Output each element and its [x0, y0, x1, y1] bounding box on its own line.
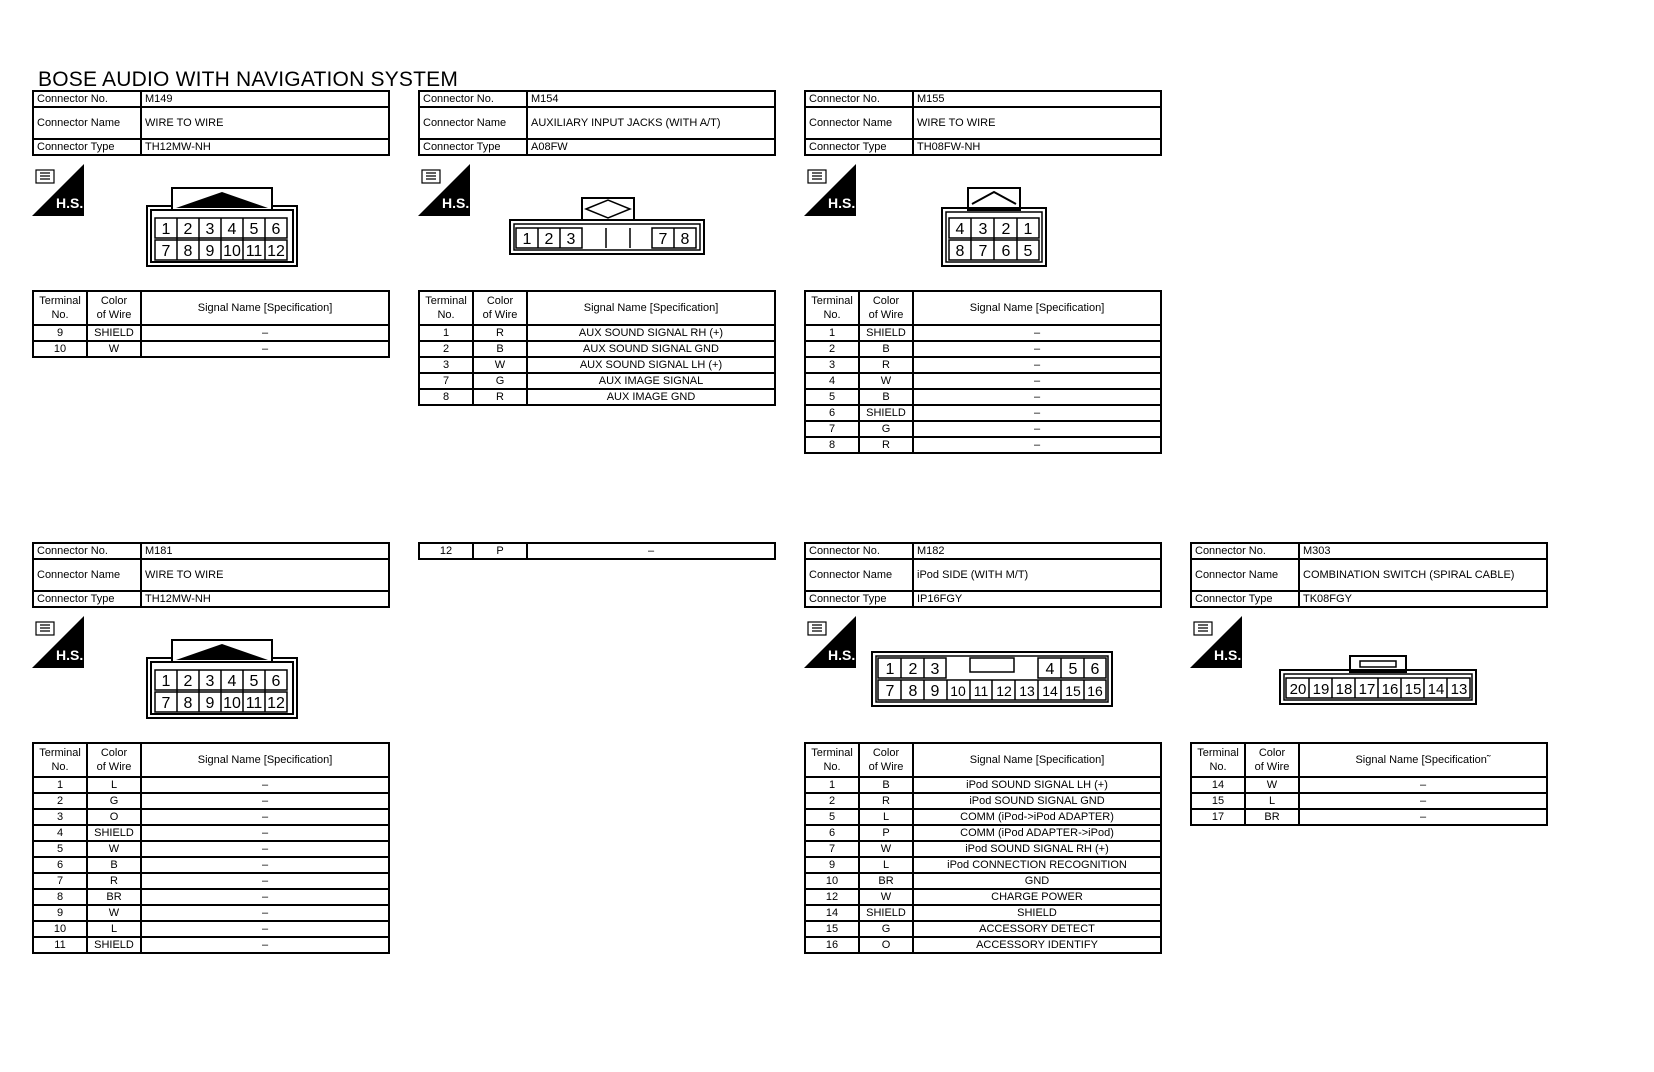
pin-label: 2: [183, 221, 193, 238]
harness-side-badge: [32, 164, 84, 216]
table-row: 16 O ACCESSORY IDENTIFY: [805, 937, 1161, 953]
terminal-table-m154: Terminal No. Color of Wire Signal Name [Specification] 1 R AUX SOUND SIGNAL RH (+) 2 B AUX SOUND SIGNAL GND 3 W AUX SOUND SIGNAL LH (+) 7 G AUX IMAGE SIGNAL 8 R AUX IMAGE GND: [418, 290, 776, 406]
pin-label: 3: [930, 661, 940, 678]
connector-icon: [36, 170, 54, 183]
connector-no-value: M181: [141, 543, 389, 559]
connector-icon: [422, 170, 440, 183]
table-row: 10 W –: [33, 341, 389, 357]
table-row: 8 R –: [805, 437, 1161, 453]
harness-side-badge: [804, 616, 856, 668]
connector-face-m303: [1278, 654, 1480, 708]
table-row: 1 R AUX SOUND SIGNAL RH (+): [419, 325, 775, 341]
pin-label: 3: [205, 221, 215, 238]
connector-type-value: TH12MW-NH: [141, 591, 389, 607]
table-row: 10 L –: [33, 921, 389, 937]
connector-name-value: COMBINATION SWITCH (SPIRAL CABLE): [1299, 559, 1547, 591]
table-row: 3 R –: [805, 357, 1161, 373]
connector-face-m149: [146, 186, 300, 270]
table-row: 1 L –: [33, 777, 389, 793]
table-row: 8 BR –: [33, 889, 389, 905]
connector-block-m154: [418, 90, 776, 156]
terminal-table-m181-continued: [418, 542, 776, 560]
pin-label: 4: [1045, 661, 1055, 678]
pin-label: 16: [1087, 683, 1103, 699]
harness-side-badge: [804, 164, 856, 216]
pin-label: 13: [1450, 681, 1468, 698]
pin-label: 11: [973, 683, 989, 699]
table-row: 2 R iPod SOUND SIGNAL GND: [805, 793, 1161, 809]
pin-label: 8: [183, 243, 193, 260]
connector-info-table: Connector No. M181 Connector Name WIRE TO WIRE Connector Type TH12MW-NH: [32, 542, 390, 608]
table-row: 2 B AUX SOUND SIGNAL GND: [419, 341, 775, 357]
table-row: 4 SHIELD –: [33, 825, 389, 841]
pin-label: 8: [955, 243, 965, 260]
pin-label: 11: [245, 695, 263, 712]
hs-label: H.S.: [56, 195, 84, 211]
pin-label: 1: [161, 221, 171, 238]
table-row: 15 L –: [1191, 793, 1547, 809]
svg-text:H.S.: H.S.: [828, 195, 856, 211]
pin-label: 6: [271, 221, 281, 238]
connector-face-m181: [146, 638, 300, 722]
pin-label: 2: [183, 673, 193, 690]
connector-name-value: WIRE TO WIRE: [141, 107, 389, 139]
table-row: 9 SHIELD –: [33, 325, 389, 341]
locking-tab: [970, 658, 1014, 672]
pin-label: 19: [1312, 681, 1330, 698]
connector-no-value: M149: [141, 91, 389, 107]
table-row: 15 G ACCESSORY DETECT: [805, 921, 1161, 937]
pin-label: 7: [885, 683, 895, 700]
connector-info-table: Connector No. M182 Connector Name iPod SIDE (WITH M/T) Connector Type IP16FGY: [804, 542, 1162, 608]
table-row: 6 B –: [33, 857, 389, 873]
pin-label: 10: [223, 695, 241, 712]
connector-info-table: Connector No. M303 Connector Name COMBINATION SWITCH (SPIRAL CABLE) Connector Type TK08FGY: [1190, 542, 1548, 608]
pin-label: 15: [1404, 681, 1422, 698]
connector-no-value: M155: [913, 91, 1161, 107]
connector-icon: [808, 170, 826, 183]
connector-block-m303: [1190, 542, 1548, 608]
table-row: 2 G –: [33, 793, 389, 809]
pin-label: 2: [544, 231, 554, 248]
connector-type-value: IP16FGY: [913, 591, 1161, 607]
pin-label: 9: [205, 695, 215, 712]
terminal-table-m182: Terminal No. Color of Wire Signal Name [Specification] 1 B iPod SOUND SIGNAL LH (+) 2 R iPod SOUND SIGNAL GND 5 L COMM (iPod->iPod ADAPTER) 6 P COMM (iPod ADAPTER->iPod) 7 W iPod SOUND SIGNAL RH (+) 9 L iPod CONNECTION RECOGNITION 10 BR GND 12 W CHARGE POWER 14 SHIELD SHIELD 15 G ACCESSORY DETECT 16 O ACCESSORY IDENTIFY: [804, 742, 1162, 954]
svg-text:H.S.: H.S.: [828, 647, 856, 663]
pin-label: 8: [680, 231, 690, 248]
pin-label: 14: [1042, 683, 1058, 699]
pin-label: 4: [227, 221, 237, 238]
terminal-table-m181: Terminal No. Color of Wire Signal Name [Specification] 1 L – 2 G – 3 O – 4 SHIELD – 5 W – 6 B – 7 R – 8 BR – 9 W – 10 L – 11 SHIELD –: [32, 742, 390, 954]
pin-label: 3: [205, 673, 215, 690]
pin-label: 6: [1090, 661, 1100, 678]
pin-label: 3: [566, 231, 576, 248]
connector-no-value: M182: [913, 543, 1161, 559]
pin-label: 7: [978, 243, 988, 260]
connector-info-table: Connector No. M154 Connector Name AUXILIARY INPUT JACKS (WITH A/T) Connector Type A08FW: [418, 90, 776, 156]
connector-type-value: TH12MW-NH: [141, 139, 389, 155]
connector-type-value: TK08FGY: [1299, 591, 1547, 607]
pin-label: 1: [885, 661, 895, 678]
connector-no-value: M303: [1299, 543, 1547, 559]
connector-info-table: Connector No. M155 Connector Name WIRE TO WIRE Connector Type TH08FW-NH: [804, 90, 1162, 156]
table-row: 5 B –: [805, 389, 1161, 405]
pin-label: 5: [249, 673, 259, 690]
pin-label: 3: [978, 221, 988, 238]
pin-label: 10: [223, 243, 241, 260]
connector-block-m149: [32, 90, 390, 156]
connector-name-value: iPod SIDE (WITH M/T): [913, 559, 1161, 591]
pin-label: 9: [930, 683, 940, 700]
table-row: 3 W AUX SOUND SIGNAL LH (+): [419, 357, 775, 373]
svg-text:H.S.: H.S.: [442, 195, 470, 211]
table-row: 8 R AUX IMAGE GND: [419, 389, 775, 405]
table-row: 14 W –: [1191, 777, 1547, 793]
pin-label: 20: [1289, 681, 1307, 698]
page-title: BOSE AUDIO WITH NAVIGATION SYSTEM: [38, 68, 459, 91]
connector-block-m182: [804, 542, 1162, 608]
pin-label: 9: [205, 243, 215, 260]
pin-label: 1: [522, 231, 532, 248]
terminal-table-m149: [32, 290, 390, 358]
harness-side-badge: [1190, 616, 1242, 668]
table-row: 1 SHIELD –: [805, 325, 1161, 341]
table-row: 9 W –: [33, 905, 389, 921]
table-row: 2 B –: [805, 341, 1161, 357]
connector-no-value: M154: [527, 91, 775, 107]
table-row: 4 W –: [805, 373, 1161, 389]
table-row: 7 R –: [33, 873, 389, 889]
connector-name-label: Connector Name: [33, 107, 141, 139]
harness-side-badge: [418, 164, 470, 216]
pin-label: 5: [1023, 243, 1033, 260]
connector-face-m155: [940, 186, 1050, 270]
table-row: 6 P COMM (iPod ADAPTER->iPod): [805, 825, 1161, 841]
table-row: 5 W –: [33, 841, 389, 857]
connector-type-label: Connector Type: [33, 139, 141, 155]
pin-label: 2: [1001, 221, 1011, 238]
connector-name-value: AUXILIARY INPUT JACKS (WITH A/T): [527, 107, 775, 139]
pin-label: 5: [1068, 661, 1078, 678]
table-row: 12 P –: [419, 543, 775, 559]
connector-name-value: WIRE TO WIRE: [141, 559, 389, 591]
pin-label: 16: [1381, 681, 1399, 698]
pin-label: 4: [227, 673, 237, 690]
pin-label: 2: [908, 661, 918, 678]
pin-label: 8: [183, 695, 193, 712]
pin-label: 8: [908, 683, 918, 700]
color-header: Color of Wire: [87, 291, 141, 325]
pin-label: 14: [1427, 681, 1445, 698]
pin-label: 4: [955, 221, 965, 238]
pin-label: 15: [1065, 683, 1081, 699]
connector-icon: [36, 622, 54, 635]
connector-block-m181: [32, 542, 390, 608]
pin-label: 6: [1001, 243, 1011, 260]
connector-type-value: TH08FW-NH: [913, 139, 1161, 155]
pin-label: 18: [1335, 681, 1353, 698]
connector-face-m182: [870, 650, 1116, 710]
pin-label: 17: [1358, 681, 1376, 698]
table-row: 9 L iPod CONNECTION RECOGNITION: [805, 857, 1161, 873]
connector-icon: [1194, 622, 1212, 635]
connector-type-value: A08FW: [527, 139, 775, 155]
table-row: 7 G –: [805, 421, 1161, 437]
pin-label: 1: [161, 673, 171, 690]
connector-icon: [808, 622, 826, 635]
connector-name-value: WIRE TO WIRE: [913, 107, 1161, 139]
table-row: 7 G AUX IMAGE SIGNAL: [419, 373, 775, 389]
harness-side-badge: [32, 616, 84, 668]
signal-header: Signal Name [Specification]: [141, 291, 389, 325]
pin-label: 12: [267, 695, 285, 712]
connector-block-m155: [804, 90, 1162, 156]
pin-label: 7: [658, 231, 668, 248]
pin-label: 7: [161, 695, 171, 712]
pin-label: 6: [271, 673, 281, 690]
connector-info-table: [32, 90, 390, 156]
table-row: 14 SHIELD SHIELD: [805, 905, 1161, 921]
table-row: 5 L COMM (iPod->iPod ADAPTER): [805, 809, 1161, 825]
table-row: 10 BR GND: [805, 873, 1161, 889]
svg-text:H.S.: H.S.: [56, 647, 84, 663]
pin-label: 11: [245, 243, 263, 260]
table-row: 7 W iPod SOUND SIGNAL RH (+): [805, 841, 1161, 857]
terminal-header: Terminal No.: [33, 291, 87, 325]
table-row: 12 W CHARGE POWER: [805, 889, 1161, 905]
svg-text:H.S.: H.S.: [1214, 647, 1242, 663]
pin-label: 5: [249, 221, 259, 238]
table-row: 17 BR –: [1191, 809, 1547, 825]
pin-label: 13: [1019, 683, 1035, 699]
table-row: 6 SHIELD –: [805, 405, 1161, 421]
pin-label: 12: [267, 243, 285, 260]
table-row: 3 O –: [33, 809, 389, 825]
table-row: 11 SHIELD –: [33, 937, 389, 953]
pin-label: 10: [950, 683, 966, 699]
pin-label: 12: [996, 683, 1012, 699]
table-row: 1 B iPod SOUND SIGNAL LH (+): [805, 777, 1161, 793]
terminal-table-m303: Terminal No. Color of Wire Signal Name [Specification˜ 14 W – 15 L – 17 BR –: [1190, 742, 1548, 826]
connector-face-m154: [508, 196, 708, 258]
connector-no-label: Connector No.: [33, 91, 141, 107]
terminal-table-m155: Terminal No. Color of Wire Signal Name [Specification] 1 SHIELD – 2 B – 3 R – 4 W – 5 B – 6 SHIELD – 7 G – 8 R –: [804, 290, 1162, 454]
pin-label: 1: [1023, 221, 1033, 238]
pin-label: 7: [161, 243, 171, 260]
